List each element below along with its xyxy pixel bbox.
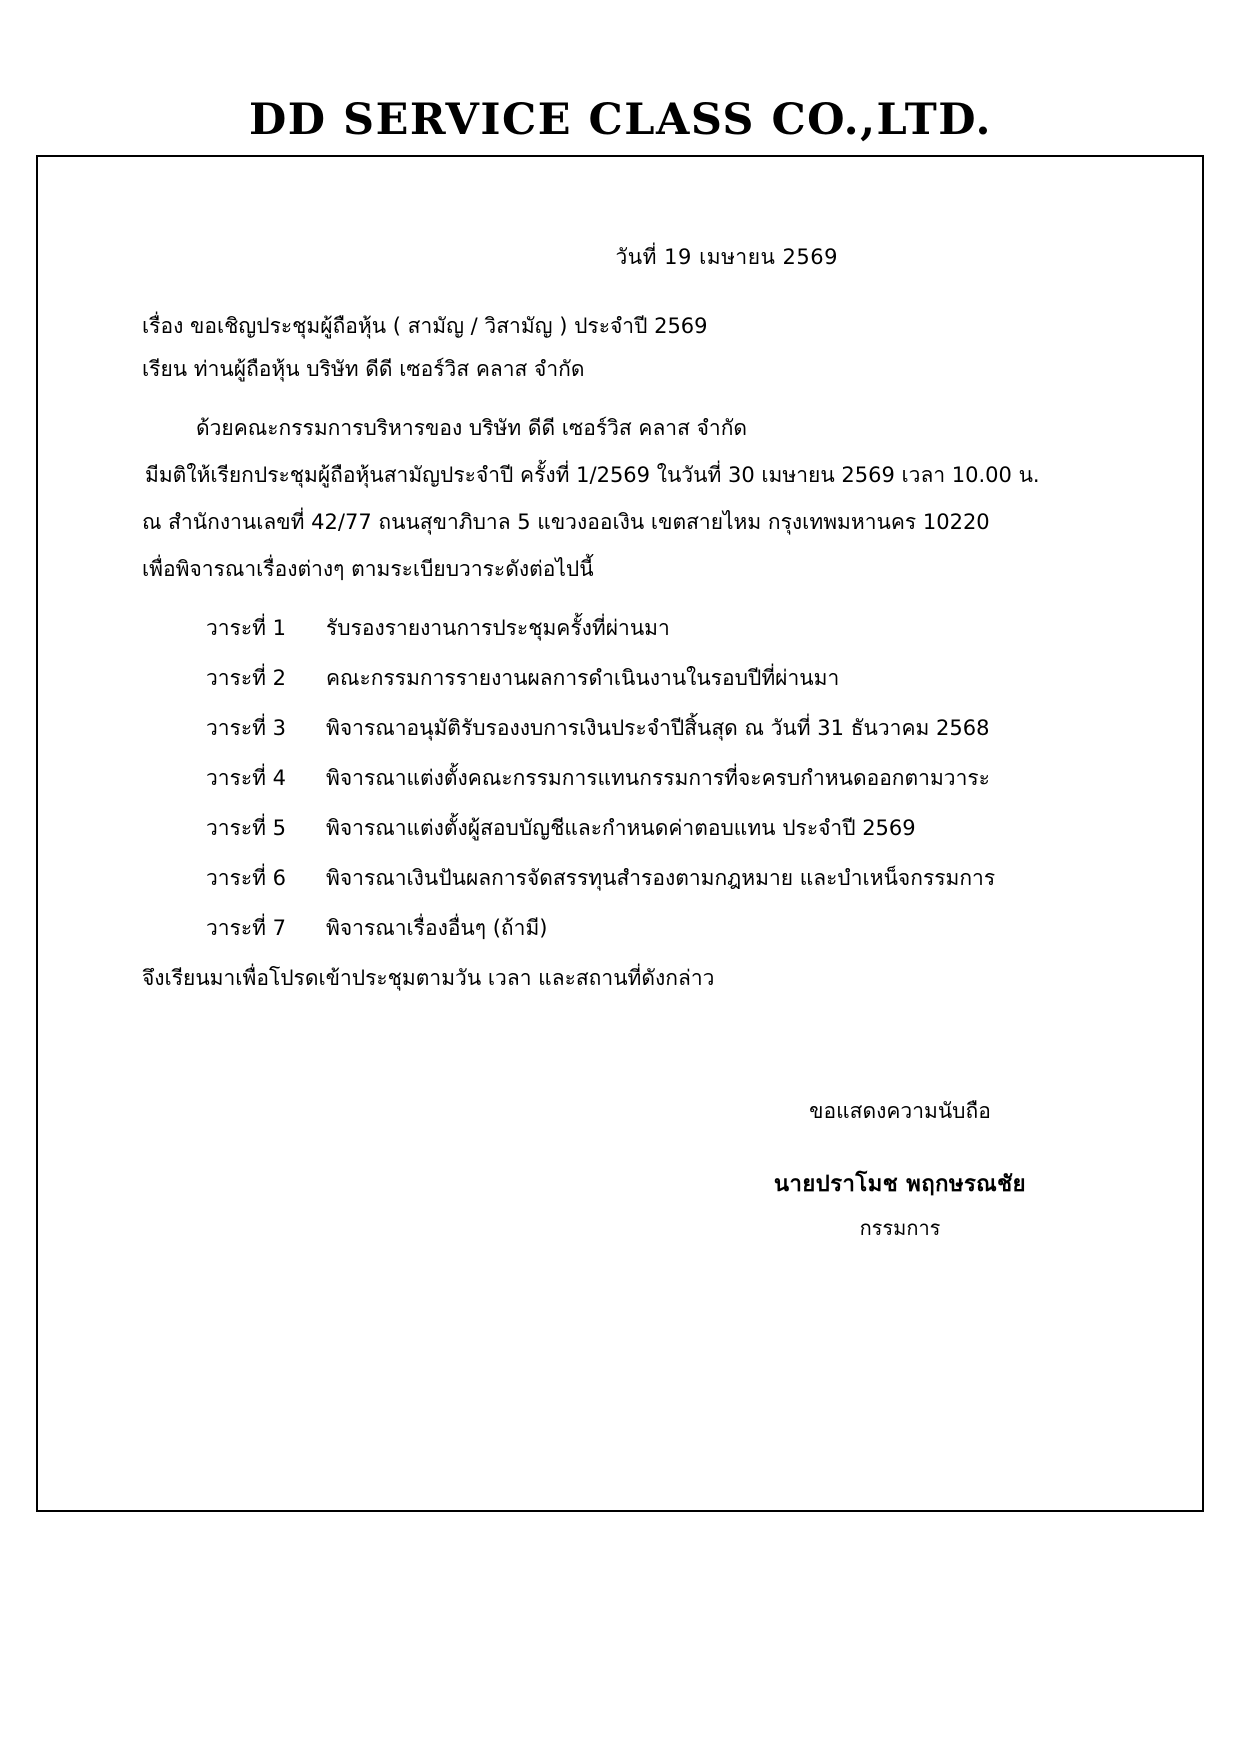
agenda-item-label: วาระที่ 5 — [206, 816, 287, 840]
letter-closing: จึงเรียนมาเพื่อโปรดเข้าประชุมตามวัน เวลา และสถานที่ดังกล่าว — [142, 966, 715, 990]
letter-paragraph-4: เพื่อพิจารณาเรื่องต่างๆ ตามระเบียบวาระดังต่อไปนี้ — [142, 557, 594, 581]
agenda-item-text: รับรองรายงานการประชุมครั้งที่ผ่านมา — [326, 616, 670, 640]
letter-body — [38, 157, 1202, 1510]
agenda-item-text: พิจารณาแต่งตั้งคณะกรรมการแทนกรรมการที่จะครบกำหนดออกตามวาระ — [326, 766, 990, 790]
agenda-item-label: วาระที่ 4 — [206, 766, 287, 790]
agenda-item — [206, 868, 1138, 889]
agenda-item — [206, 718, 1138, 739]
agenda-item — [206, 818, 1138, 839]
agenda-item-text: คณะกรรมการรายงานผลการดำเนินงานในรอบปีที่ผ่านมา — [326, 666, 840, 690]
letter-subject: เรื่อง ขอเชิญประชุมผู้ถือหุ้น ( สามัญ / วิสามัญ ) ประจำปี 2569 — [142, 314, 708, 338]
agenda-list — [142, 618, 1138, 939]
agenda-item-text: พิจารณาอนุมัติรับรองงบการเงินประจำปีสิ้นสุด ณ วันที่ 31 ธันวาคม 2568 — [326, 716, 990, 740]
agenda-item — [206, 668, 1138, 689]
letter-date: วันที่ 19 เมษายน 2569 — [615, 245, 838, 269]
agenda-item-label: วาระที่ 3 — [206, 716, 287, 740]
signature-block — [142, 1101, 1138, 1238]
agenda-item-text: พิจารณาแต่งตั้งผู้สอบบัญชีและกำหนดค่าตอบแทน ประจำปี 2569 — [326, 816, 916, 840]
letter-paragraph-1: ด้วยคณะกรรมการบริหารของ บริษัท ดีดี เซอร์วิส คลาส จำกัด — [196, 416, 748, 440]
agenda-item — [206, 618, 1138, 639]
agenda-item-text: พิจารณาเรื่องอื่นๆ (ถ้ามี) — [326, 916, 548, 940]
agenda-item-label: วาระที่ 1 — [206, 616, 287, 640]
agenda-item — [206, 918, 1138, 939]
company-title: DD SERVICE CLASS CO.,LTD. — [248, 95, 993, 145]
signature-role: กรรมการ — [859, 1216, 941, 1240]
letter-paragraph-2: มีมติให้เรียกประชุมผู้ถือหุ้นสามัญประจำปี ครั้งที่ 1/2569 ในวันที่ 30 เมษายน 2569 เวลา 10.00 น. — [145, 463, 1040, 487]
agenda-item-label: วาระที่ 7 — [206, 916, 287, 940]
agenda-item — [206, 768, 1138, 789]
letter-attention: เรียน ท่านผู้ถือหุ้น บริษัท ดีดี เซอร์วิส คลาส จำกัด — [142, 357, 585, 381]
signature-regards: ขอแสดงความนับถือ — [809, 1099, 991, 1123]
letter-paragraph-3: ณ สำนักงานเลขที่ 42/77 ถนนสุขาภิบาล 5 แขวงออเงิน เขตสายไหม กรุงเทพมหานคร 10220 — [142, 510, 990, 534]
agenda-item-label: วาระที่ 2 — [206, 666, 287, 690]
signature-name: นายปราโมช พฤกษรณชัย — [773, 1172, 1027, 1197]
agenda-item-label: วาระที่ 6 — [206, 866, 287, 890]
agenda-item-text: พิจารณาเงินปันผลการจัดสรรทุนสำรองตามกฎหมาย และบำเหน็จกรรมการ — [326, 866, 996, 890]
